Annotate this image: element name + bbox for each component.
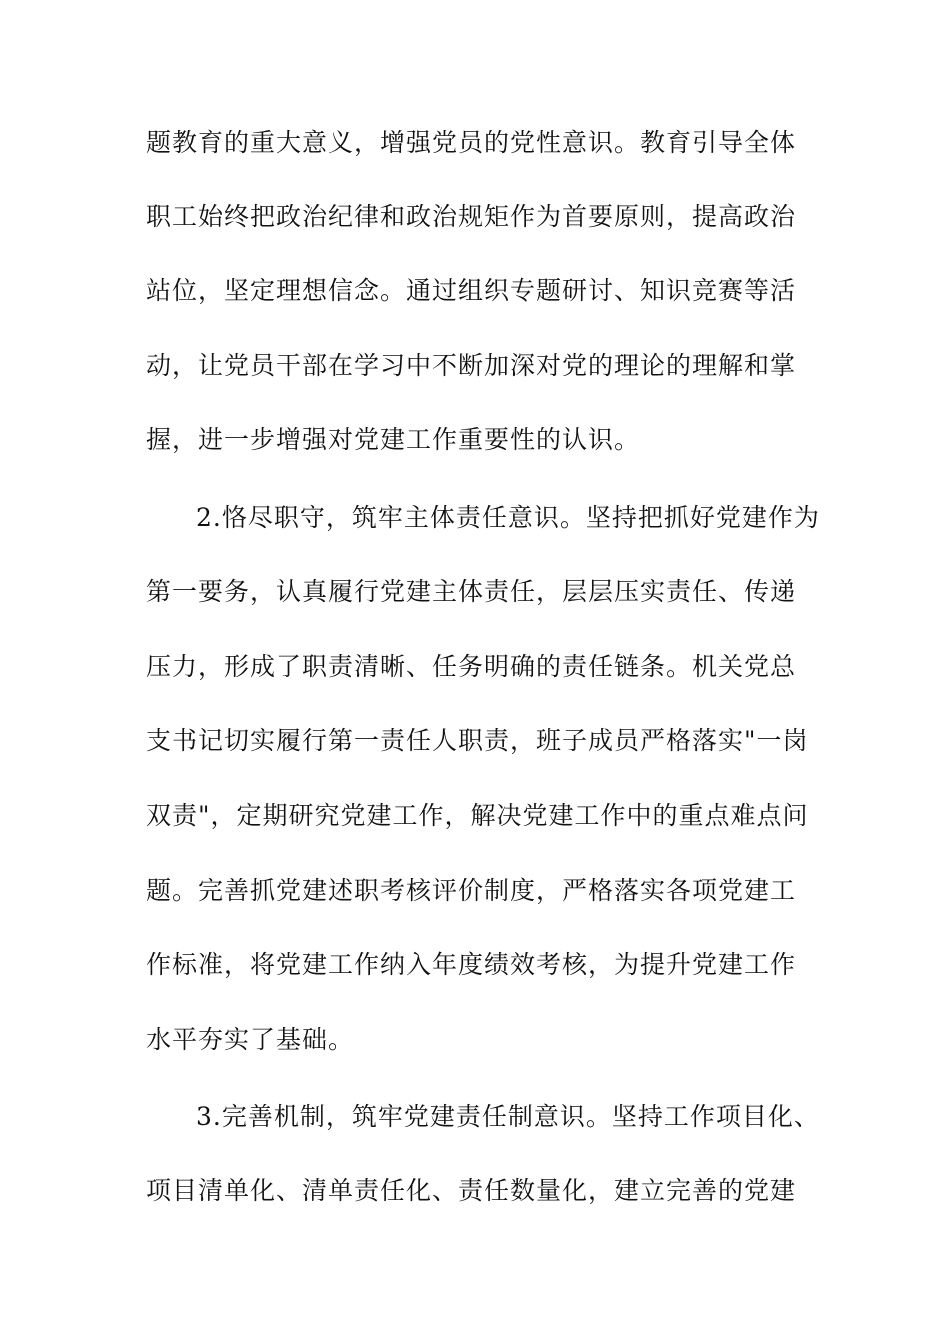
text-line: 动，让党员干部在学习中不断加深对党的理论的理解和掌 — [146, 351, 797, 380]
text-line: 双责"，定期研究党建工作，解决党建工作中的重点难点问 — [146, 801, 809, 830]
paragraph-2-first-line: 2.恪尽职守，筑牢主体责任意识。坚持把抓好党建作为 — [196, 503, 820, 532]
text-line: 站位，坚定理想信念。通过组织专题研讨、知识竞赛等活 — [146, 276, 797, 305]
paragraph-3-first-line: 3.完善机制，筑牢党建责任制意识。坚持工作项目化、 — [196, 1102, 820, 1131]
text-line: 作标准，将党建工作纳入年度绩效考核，为提升党建工作 — [146, 950, 797, 979]
text-line: 水平夯实了基础。 — [146, 1025, 355, 1054]
text-line: 项目清单化、清单责任化、责任数量化，建立完善的党建 — [146, 1176, 797, 1205]
text-line: 职工始终把政治纪律和政治规矩作为首要原则，提高政治 — [146, 202, 797, 231]
text-line: 支书记切实履行第一责任人职责，班子成员严格落实"一岗 — [146, 726, 809, 755]
text-line: 题。完善抓党建述职考核评价制度，严格落实各项党建工 — [146, 876, 797, 905]
text-line: 第一要务，认真履行党建主体责任，层层压实责任、传递 — [146, 577, 797, 606]
text-line: 题教育的重大意义，增强党员的党性意识。教育引导全体 — [146, 128, 797, 157]
text-line: 握，进一步增强对党建工作重要性的认识。 — [146, 425, 641, 454]
text-line: 压力，形成了职责清晰、任务明确的责任链条。机关党总 — [146, 652, 797, 681]
